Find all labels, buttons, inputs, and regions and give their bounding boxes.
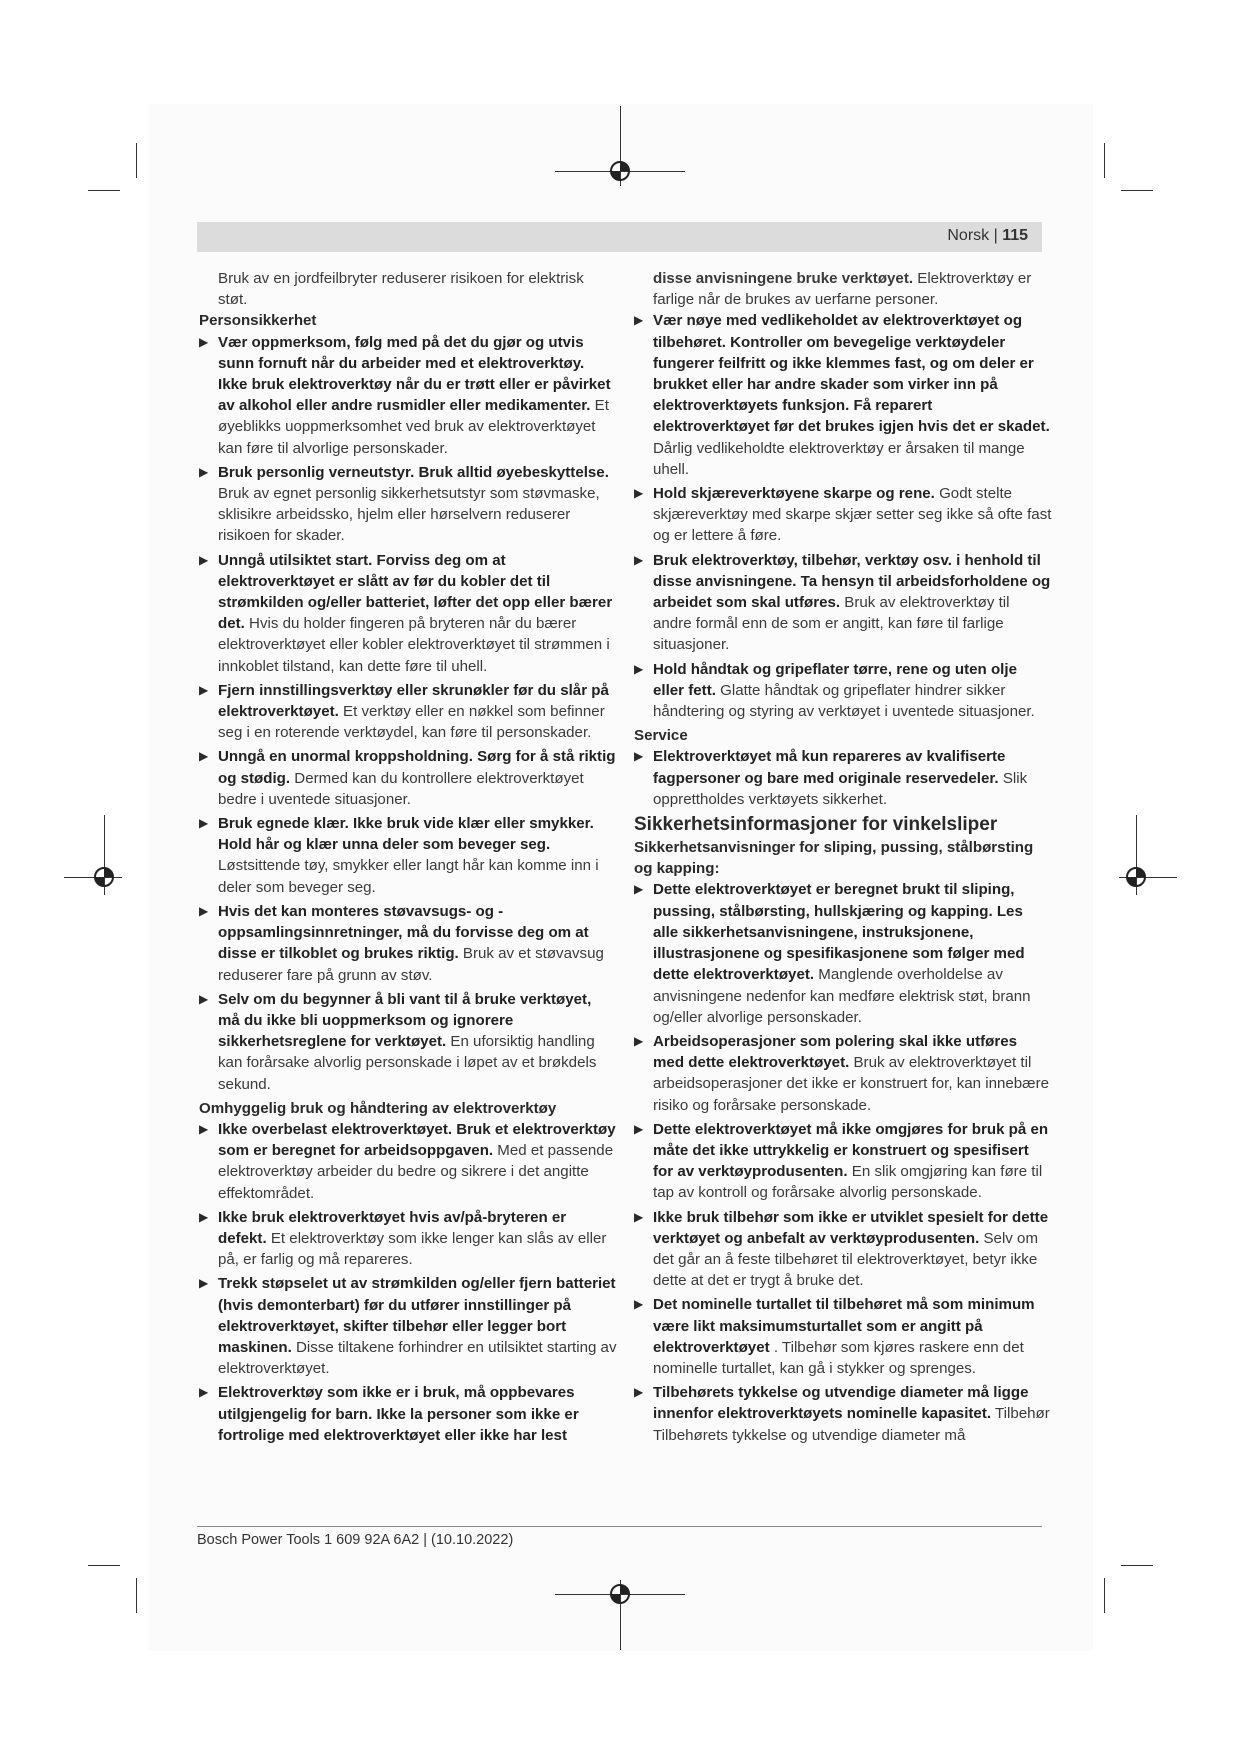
registration-target-icon	[607, 158, 633, 184]
careful-use-heading: Omhyggelig bruk og håndtering av elektroverktøy	[199, 1099, 557, 1117]
page-header	[197, 222, 1042, 252]
bullet-item: ▶ Vær oppmerksom, følg med på det du gjør og utvis sunn fornuft når du arbeider med et elektroverktøy. Ikke bruk elektroverktøy når du er trøtt eller er påvirket av alkohol eller andre rusmidler eller medikamenter. Et øyeblikks uoppmerksomhet ved bruk av elektroverktøyet kan føre til alvorlige personskader.	[199, 333, 611, 457]
personal-safety-list	[199, 332, 617, 1095]
crop-mark	[88, 1565, 120, 1566]
bullet-item: ▶ Elektroverktøyet må kun repareres av kvalifiserte fagpersoner og bare med originale reservedeler. Slik opprettholdes verktøyets sikkerhet.	[634, 748, 1028, 808]
right-column	[634, 268, 1052, 1449]
bullet-item: ▶ Bruk personlig verneutstyr. Bruk alltid øyebeskyttelse. Bruk av egnet personlig sikkerhetsutstyr som støvmaske, sklisikre arbeidssko, hjelm eller hørselvern reduserer risikoen for skader.	[199, 463, 609, 545]
bullet-item: ▶ Fjern innstillingsverktøy eller skrunøkler før du slår på elektroverktøyet. Et verktøy eller en nøkkel som befinner seg i en roterende verktøydel, kan føre til personskader.	[199, 681, 609, 742]
bullet-item: ▶ Selv om du begynner å bli vant til å bruke verktøyet, må du ikke bli uoppmerksom og ignorere sikkerhetsreglene for verktøyet. En uforsiktig handling kan forårsake alvorlig personskade i løpet av et brøkdels sekund.	[199, 990, 597, 1093]
bullet-item: ▶ Dette elektroverktøyet er beregnet brukt til sliping, pussing, stålbørsting, hullskjæring og kapping. Les alle sikkerhetsanvisningene, instruksjonene, illustrasjonene og spesifikasjonene som følger med dette elektroverktøyet. Manglende overholdelse av anvisningene nedenfor kan medføre elektrisk støt, brann og/eller alvorlige personskader.	[634, 881, 1031, 1026]
intro-paragraph: Bruk av en jordfeilbryter reduserer risikoen for elektrisk støt.	[218, 270, 584, 309]
section-title: Sikkerhetsinformasjoner for vinkelsliper	[634, 814, 998, 836]
bullet-item: ▶ Unngå utilsiktet start. Forviss deg om at elektroverktøyet er slått av før du kobler det til strømkilden og/eller batteriet, løfter det opp eller bærer det. Hvis du holder fingeren på bryteren når du bærer elektroverktøyet eller kobler elektroverktøyet til strømmen i innkoblet tilstand, kan dette føre til uhell.	[199, 551, 613, 675]
crop-mark	[1104, 143, 1105, 178]
arrow-bullet-icon: ▶	[634, 1297, 644, 1312]
arrow-bullet-icon: ▶	[199, 682, 209, 697]
continued-paragraph: disse anvisningene bruke verktøyet. Elektroverktøy er farlige når de brukes av uerfarne personer.	[653, 270, 1032, 309]
bullet-item: ▶ Ikke bruk elektroverktøyet hvis av/på-bryteren er defekt. Et elektroverktøy som ikke lenger kan slås av eller på, er farlig og må repareres.	[199, 1208, 607, 1269]
arrow-bullet-icon: ▶	[199, 991, 209, 1006]
arrow-bullet-icon: ▶	[199, 464, 209, 479]
registration-target-icon	[91, 864, 117, 890]
arrow-bullet-icon: ▶	[199, 334, 209, 349]
arrow-bullet-icon: ▶	[634, 552, 644, 567]
registration-target-icon	[1123, 864, 1149, 890]
bullet-item: ▶ Unngå en unormal kroppsholdning. Sørg for å stå riktig og stødig. Dermed kan du kontrollere elektroverktøyet bedre i uventede situasjoner.	[199, 748, 616, 808]
bullet-item: ▶ Ikke bruk tilbehør som ikke er utviklet spesielt for dette verktøyet og anbefalt av verktøyprodusenten. Selv om det går an å feste tilbehøret til elektroverktøyet, betyr ikke dette at det er trygt å bruke det.	[634, 1208, 1049, 1290]
arrow-bullet-icon: ▶	[634, 882, 644, 897]
crop-mark	[88, 190, 120, 191]
bullet-item: ▶ Arbeidsoperasjoner som polering skal ikke utføres med dette elektroverktøyet. Bruk av elektroverktøyet til arbeidsoperasjoner det ikke er konstruert for, kan innebære risiko og forårsake personskade.	[634, 1032, 1050, 1114]
arrow-bullet-icon: ▶	[199, 1385, 209, 1400]
crop-mark	[136, 143, 137, 178]
bullet-item: ▶ Hold håndtak og gripeflater tørre, rene og uten olje eller fett. Glatte håndtak og gripeflater hindrer sikker håndtering og styring av verktøyet i uventede situasjoner.	[634, 660, 1035, 721]
maintenance-list	[634, 310, 1052, 722]
grinder-safety-list	[634, 879, 1052, 1445]
header-language: Norsk	[947, 227, 990, 244]
bullet-item: ▶ Det nominelle turtallet til tilbehøret må som minimum være likt maksimumsturtallet som er angitt på elektroverktøyet . Tilbehør som kjøres raskere enn det nominelle turtallet, kan gå i stykker og sprenges.	[634, 1296, 1035, 1377]
crop-mark	[136, 1578, 137, 1613]
bullet-item: ▶ Trekk støpselet ut av strømkilden og/eller fjern batteriet (hvis demonterbart) før du utfører innstillinger på elektroverktøyet, skifter tilbehør eller legger bort maskinen. Disse tiltakene forhindrer en utilsiktet starting av elektroverktøyet.	[199, 1275, 617, 1378]
bullet-item: ▶ Elektroverktøy som ikke er i bruk, må oppbevares utilgjengelig for barn. Ikke la personer som ikke er fortrolige med elektroverktøyet eller ikke har lest	[199, 1384, 579, 1444]
left-column	[199, 268, 617, 1449]
arrow-bullet-icon: ▶	[634, 749, 644, 764]
arrow-bullet-icon: ▶	[634, 486, 644, 501]
crop-mark	[1121, 190, 1153, 191]
crop-mark	[1121, 1565, 1153, 1566]
arrow-bullet-icon: ▶	[199, 816, 209, 831]
arrow-bullet-icon: ▶	[199, 552, 209, 567]
bullet-item: ▶ Tilbehørets tykkelse og utvendige diameter må ligge innenfor elektroverktøyets nominelle kapasitet. Tilbehør Tilbehørets tykkelse og utvendige diameter må	[634, 1384, 1050, 1444]
bullet-item: ▶ Hvis det kan monteres støvavsugs- og -oppsamlingsinnretninger, må du forvisse deg om at disse er tilkoblet og brukes riktig. Bruk av et støvavsug reduserer fare på grunn av støv.	[199, 902, 604, 984]
arrow-bullet-icon: ▶	[634, 1033, 644, 1048]
bullet-item: ▶ Bruk elektroverktøy, tilbehør, verktøy osv. i henhold til disse anvisningene. Ta hensyn til arbeidsforholdene og arbeidet som skal utføres. Bruk av elektroverktøy til andre formål enn de som er angitt, kan føre til farlige situasjoner.	[634, 551, 1051, 654]
page-footer: Bosch Power Tools 1 609 92A 6A2 | (10.10.2022)	[197, 1532, 514, 1548]
registration-target-icon	[607, 1581, 633, 1607]
bullet-item: ▶ Dette elektroverktøyet må ikke omgjøres for bruk på en måte det ikke uttrykkelig er konstruert og spesifisert for av verktøyprodusenten. En slik omgjøring kan føre til tap av kontroll og forårsake alvorlig personskade.	[634, 1120, 1049, 1202]
arrow-bullet-icon: ▶	[199, 903, 209, 918]
arrow-bullet-icon: ▶	[199, 1121, 209, 1136]
arrow-bullet-icon: ▶	[634, 1209, 644, 1224]
page-number: 115	[1002, 227, 1028, 244]
personal-safety-heading: Personsikkerhet	[199, 312, 317, 330]
bullet-item: ▶ Ikke overbelast elektroverktøyet. Bruk et elektroverktøy som er beregnet for arbeidsoppgaven. Med et passende elektroverktøy arbeider du bedre og sikrere i det angitte effektområdet.	[199, 1120, 616, 1202]
arrow-bullet-icon: ▶	[199, 1209, 209, 1224]
bullet-item: ▶ Hold skjæreverktøyene skarpe og rene. Godt stelte skjæreverktøy med skarpe skjær setter seg ikke så ofte fast og er lettere å føre.	[634, 485, 1052, 545]
bullet-item: ▶ Bruk egnede klær. Ikke bruk vide klær eller smykker. Hold hår og klær unna deler som beveger seg. Løstsittende tøy, smykker eller langt hår kan komme inn i deler som beveger seg.	[199, 815, 599, 896]
bullet-item: ▶ Vær nøye med vedlikeholdet av elektroverktøyet og tilbehøret. Kontroller om bevegelige verktøydeler fungerer feilfritt og ikke klemmes fast, og om deler er brukket eller har andre skader som virker inn på elektroverktøyets funksjon. Få reparert elektroverktøyet før det brukes igjen hvis det er skadet. Dårlig vedlikeholdte elektroverktøy er årsaken til mange uhell.	[634, 312, 1050, 478]
arrow-bullet-icon: ▶	[199, 749, 209, 764]
section-subheading: Sikkerhetsanvisninger for sliping, pussing, stålbørsting og kapping:	[634, 839, 1034, 878]
arrow-bullet-icon: ▶	[199, 1276, 209, 1291]
header-label: Norsk | 115	[947, 227, 1028, 244]
service-list	[634, 746, 1052, 810]
arrow-bullet-icon: ▶	[634, 661, 644, 676]
arrow-bullet-icon: ▶	[634, 1121, 644, 1136]
crop-mark	[1104, 1578, 1105, 1613]
arrow-bullet-icon: ▶	[634, 1385, 644, 1400]
careful-use-list	[199, 1119, 617, 1446]
arrow-bullet-icon: ▶	[634, 313, 644, 328]
footer-divider	[197, 1526, 1042, 1527]
service-heading: Service	[634, 727, 688, 745]
